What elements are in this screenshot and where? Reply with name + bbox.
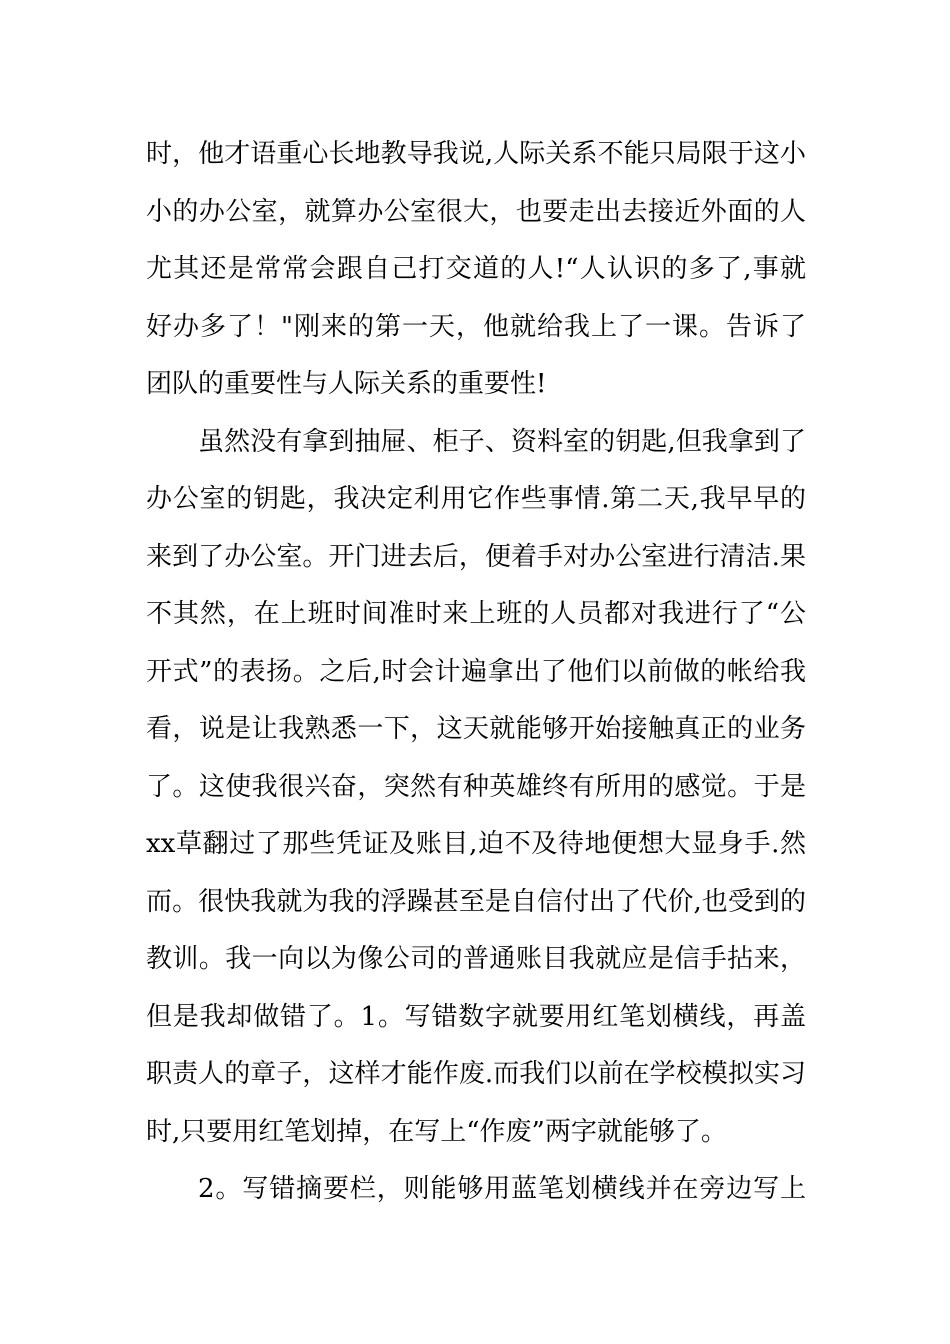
text-line: 时，他才语重心长地教导我说,人际关系不能只局限于这小	[146, 139, 806, 169]
text-line: 尤其还是常常会跟自己打交道的人!“人认识的多了,事就	[146, 254, 806, 284]
text-line: 小的办公室，就算办公室很大，也要走出去接近外面的人	[146, 196, 806, 227]
text-line: 了。这使我很兴奋，突然有种英雄终有所用的感觉。于是	[146, 771, 806, 802]
paragraph-1	[146, 126, 806, 414]
document-body	[146, 126, 806, 1219]
text-line: 不其然，在上班时间准时来上班的人员都对我进行了“公	[146, 599, 806, 629]
text-line: 但是我却做错了。1。写错数字就要用红笔划横线，再盖	[146, 1001, 806, 1032]
text-line: 看，说是让我熟悉一下，这天就能够开始接触真正的业务	[146, 714, 806, 744]
text-line: 时,只要用红笔划掉，在写上“作废”两字就能够了。	[146, 1116, 727, 1147]
text-line: 职责人的章子，这样才能作废.而我们以前在学校模拟实习	[146, 1059, 806, 1089]
text-line: 团队的重要性与人际关系的重要性!	[146, 369, 547, 399]
text-line: 来到了办公室。开门进去后，便着手对办公室进行清洁.果	[146, 541, 806, 572]
text-line: 而。很快我就为我的浮躁甚至是自信付出了代价,也受到的	[146, 886, 806, 917]
text-line: xx草翻过了那些凭证及账目,迫不及待地便想大显身手.然	[146, 829, 806, 859]
text-line: 教训。我一向以为像公司的普通账目我就应是信手拈来，	[146, 944, 806, 974]
paragraph-3	[146, 1161, 806, 1219]
paragraph-2	[146, 414, 806, 1162]
text-line: 虽然没有拿到抽屉、柜子、资料室的钥匙,但我拿到了	[198, 426, 806, 457]
text-line: 办公室的钥匙，我决定利用它作些事情.第二天,我早早的	[146, 484, 806, 514]
text-line: 开式”的表扬。之后,时会计遍拿出了他们以前做的帐给我	[146, 656, 806, 687]
text-line: 好办多了！"刚来的第一天，他就给我上了一课。告诉了	[146, 311, 806, 342]
text-line: 2。写错摘要栏，则能够用蓝笔划横线并在旁边写上	[198, 1174, 806, 1204]
